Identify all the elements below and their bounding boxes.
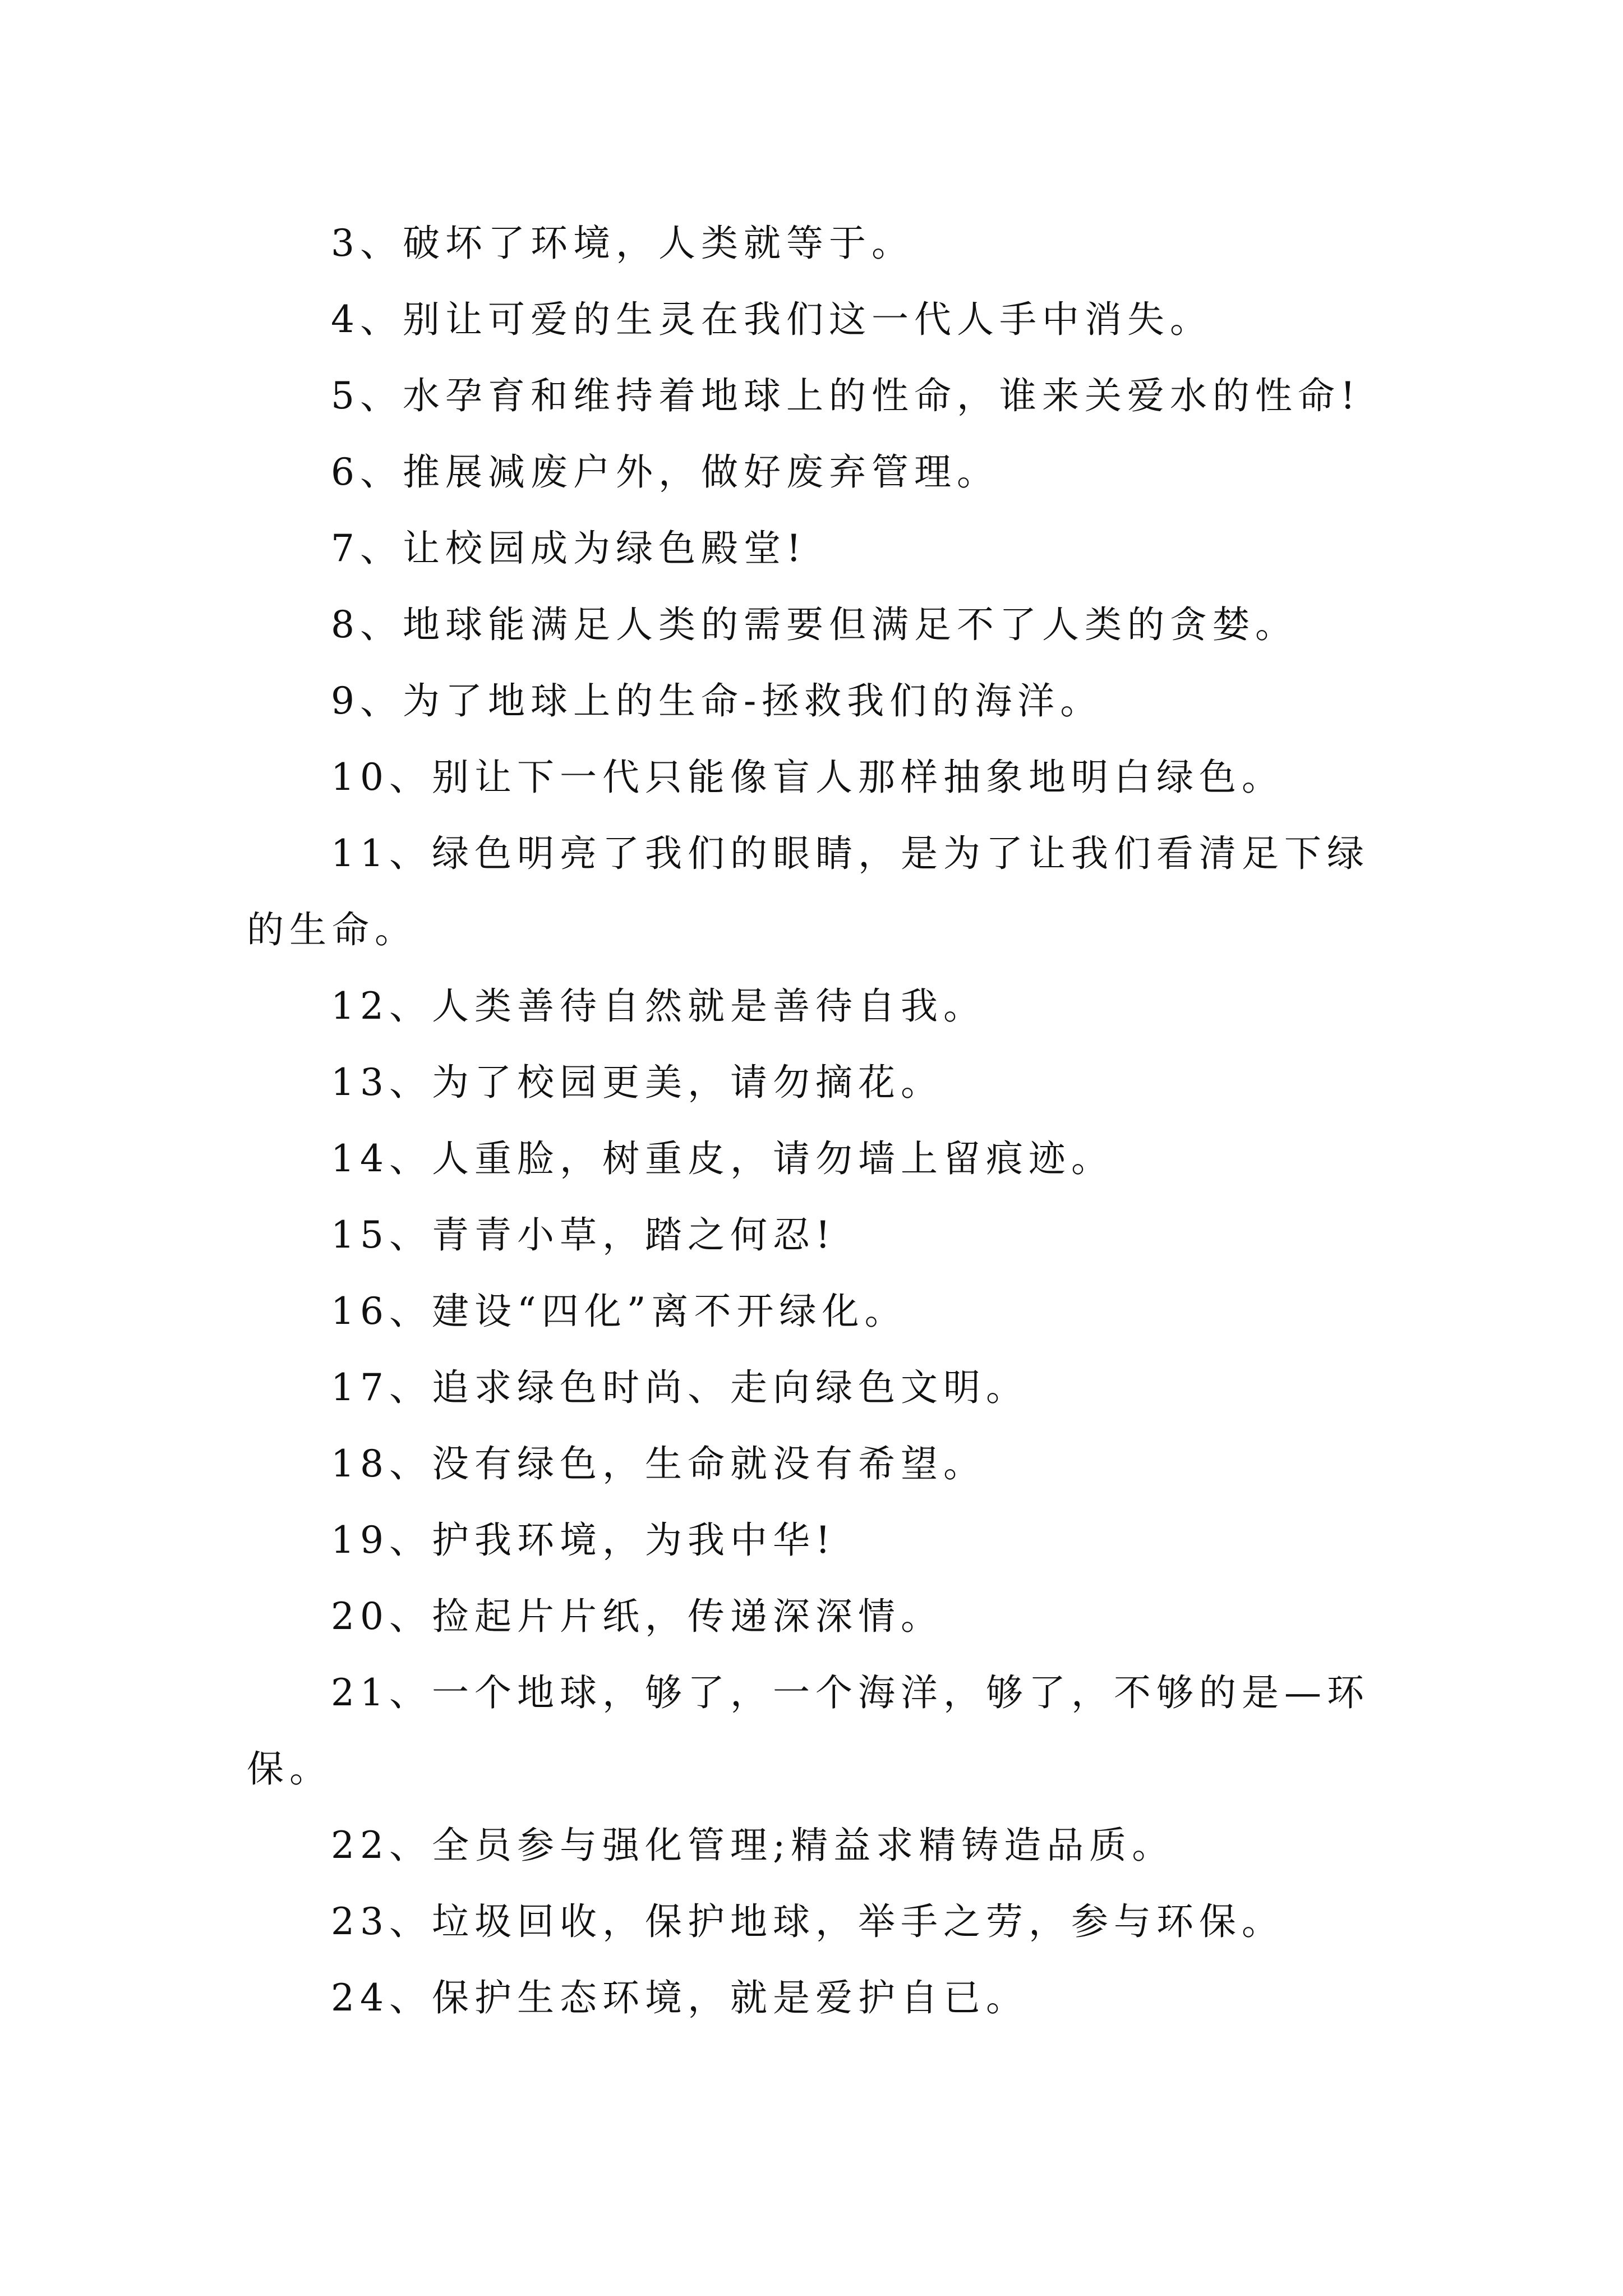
- document-body: [247, 205, 1380, 2036]
- slogan-paragraph: 3、破坏了环境，人类就等于。: [331, 222, 914, 265]
- slogan-paragraph: 23、垃圾回收，保护地球，举手之劳，参与环保。: [331, 1900, 1284, 1943]
- slogan-paragraph: 8、地球能满足人类的需要但满足不了人类的贪婪。: [331, 603, 1298, 646]
- slogan-paragraph: 14、人重脸，树重皮，请勿墙上留痕迹。: [331, 1137, 1114, 1180]
- slogan-paragraph: 11、绿色明亮了我们的眼睛，是为了让我们看清足下绿的生命。: [247, 832, 1370, 951]
- slogan-paragraph: 17、追求绿色时尚、走向绿色文明。: [331, 1366, 1029, 1409]
- slogan-paragraph: 6、推展减废户外，做好废弃管理。: [331, 450, 999, 494]
- slogan-paragraph: 12、人类善待自然就是善待自我。: [331, 984, 986, 1028]
- slogan-paragraph: 21、一个地球，够了，一个海洋，够了，不够的是—环保。: [247, 1671, 1370, 1791]
- slogan-paragraph: 20、捡起片片纸，传递深深情。: [331, 1595, 943, 1638]
- slogan-paragraph: 22、全员参与强化管理;精益求精铸造品质。: [331, 1824, 1175, 1867]
- slogan-paragraph: 24、保护生态环境，就是爱护自已。: [331, 1976, 1029, 2019]
- slogan-paragraph: 7、让校园成为绿色殿堂!: [331, 527, 807, 570]
- slogan-paragraph: 19、护我环境，为我中华!: [331, 1519, 836, 1562]
- slogan-paragraph: 18、没有绿色，生命就没有希望。: [331, 1442, 986, 1485]
- slogan-paragraph: 10、别让下一代只能像盲人那样抽象地明白绿色。: [331, 756, 1284, 799]
- slogan-paragraph: 13、为了校园更美，请勿摘花。: [331, 1061, 943, 1104]
- slogan-paragraph: 15、青青小草，踏之何忍!: [331, 1213, 836, 1257]
- slogan-paragraph: 9、为了地球上的生命-拯救我们的海洋。: [331, 679, 1103, 723]
- slogan-paragraph: 4、别让可爱的生灵在我们这一代人手中消失。: [331, 298, 1212, 341]
- slogan-paragraph: 16、建设“四化”离不开绿化。: [331, 1290, 907, 1333]
- slogan-paragraph: 5、水孕育和维持着地球上的性命，谁来关爱水的性命!: [331, 374, 1361, 417]
